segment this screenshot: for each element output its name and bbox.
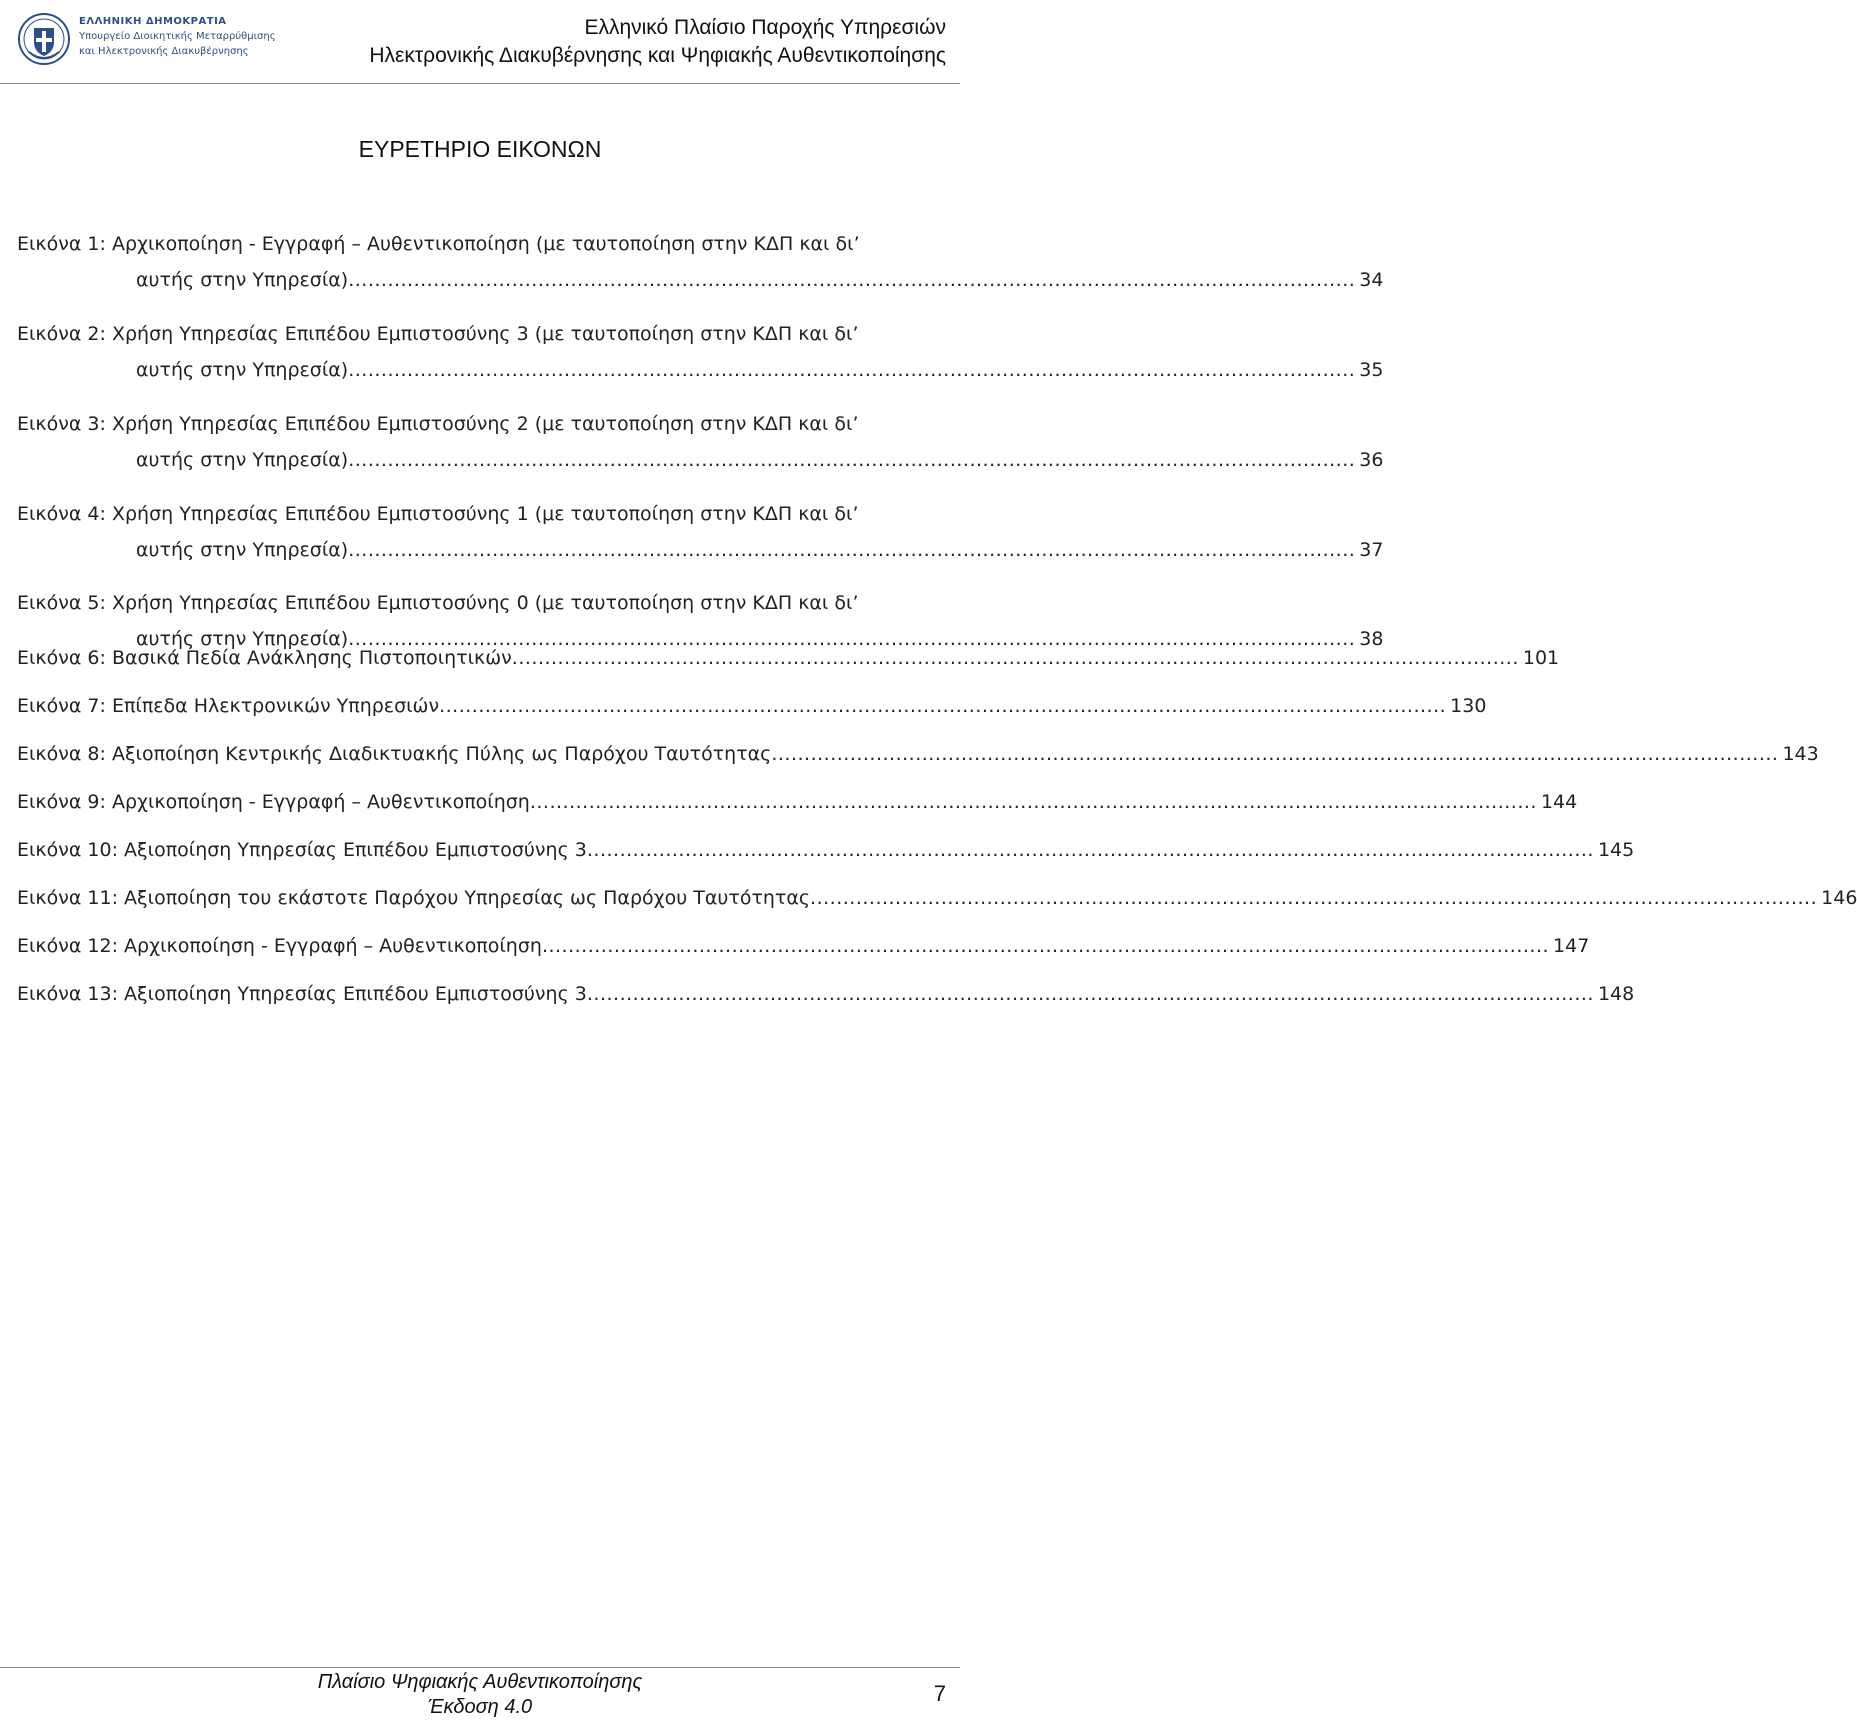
leader-dots: .......................................................................................................................................................... [348, 359, 1356, 381]
logo-line-republic: ΕΛΛΗΝΙΚΗ ΔΗΜΟΚΡΑΤΙΑ [79, 16, 227, 27]
leader-dots: .......................................................................................................................................................... [586, 983, 1594, 1005]
page-footer [0, 1670, 960, 1720]
page-title: ΕΥΡΕΤΗΡΙΟ ΕΙΚΟΝΩΝ [358, 136, 602, 162]
footer-document-title: Πλαίσιο Ψηφιακής Αυθεντικοποίησης [317, 1671, 643, 1693]
toc-entry-page: 37 [1359, 539, 1384, 561]
toc-entry-page: 35 [1359, 359, 1384, 381]
logo-line-ministry-2: και Ηλεκτρονικής Διακυβέρνησης [79, 46, 249, 57]
toc-entry-text: Εικόνα 10: Αξιοποίηση Υπηρεσίας Επιπέδου Εμπιστοσύνης 3 [17, 839, 587, 861]
toc-entry-text: Εικόνα 8: Αξιοποίηση Κεντρικής Διαδικτυακής Πύλης ως Παρόχου Ταυτότητας [17, 743, 772, 765]
toc-entry-page: 101 [1522, 647, 1560, 669]
toc-entry-text: Εικόνα 3: Χρήση Υπηρεσίας Επιπέδου Εμπιστοσύνης 2 (με ταυτοποίηση στην ΚΔΠ και δι’ [17, 413, 859, 435]
leader-dots: .......................................................................................................................................................... [348, 269, 1356, 291]
toc-entry-page: 148 [1597, 983, 1635, 1005]
toc-entry-13[interactable] [17, 976, 1635, 1012]
leader-dots: .......................................................................................................................................................... [348, 449, 1356, 471]
toc-entry-7[interactable] [17, 688, 1487, 724]
toc-entry-1[interactable] [17, 226, 1384, 298]
toc-entry-text: Εικόνα 5: Χρήση Υπηρεσίας Επιπέδου Εμπιστοσύνης 0 (με ταυτοποίηση στην ΚΔΠ και δι’ [17, 592, 859, 614]
header-title [369, 14, 946, 70]
toc-entry-page: 130 [1450, 695, 1487, 717]
toc-entry-9[interactable] [17, 784, 1578, 820]
toc-entry-text-cont: αυτής στην Υπηρεσία) [136, 269, 349, 291]
leader-dots: .......................................................................................................................................................... [511, 647, 1519, 669]
toc-entry-text: Εικόνα 9: Αρχικοποίηση - Εγγραφή – Αυθεντικοποίηση [17, 791, 530, 813]
leader-dots: .......................................................................................................................................................... [810, 887, 1818, 909]
logo-text [79, 14, 319, 59]
page-number: 7 [933, 1681, 946, 1706]
toc-entry-text: Εικόνα 7: Επίπεδα Ηλεκτρονικών Υπηρεσιών [17, 695, 440, 717]
toc-entry-text-cont: αυτής στην Υπηρεσία) [136, 539, 349, 561]
greek-coat-of-arms-icon [17, 12, 71, 66]
toc-entry-text: Εικόνα 11: Αξιοποίηση του εκάστοτε Παρόχου Υπηρεσίας ως Παρόχου Ταυτότητας [17, 887, 811, 909]
toc-entry-page: 147 [1553, 935, 1590, 957]
toc-entry-6[interactable] [17, 640, 1560, 676]
leader-dots: .......................................................................................................................................................... [439, 695, 1447, 717]
leader-dots: .......................................................................................................................................................... [348, 628, 1356, 650]
toc-entry-text: Εικόνα 13: Αξιοποίηση Υπηρεσίας Επιπέδου Εμπιστοσύνης 3 [17, 983, 587, 1005]
leader-dots: .......................................................................................................................................................... [541, 935, 1550, 957]
ministry-logo [17, 12, 317, 68]
toc-entry-text: Εικόνα 6: Βασικά Πεδία Ανάκλησης Πιστοποιητικών [17, 647, 512, 669]
toc-entry-4[interactable] [17, 496, 1384, 568]
page-header [0, 0, 960, 85]
toc-entry-page: 144 [1540, 791, 1578, 813]
toc-entry-12[interactable] [17, 928, 1590, 964]
header-title-line1: Ελληνικό Πλαίσιο Παροχής Υπηρεσιών [584, 16, 946, 39]
toc-entry-11[interactable] [17, 880, 1857, 916]
toc-entry-text-cont: αυτής στην Υπηρεσία) [136, 628, 349, 650]
footer-divider [0, 1667, 960, 1668]
toc-entry-10[interactable] [17, 832, 1635, 868]
toc-entry-8[interactable] [17, 736, 1819, 772]
leader-dots: .......................................................................................................................................................... [529, 791, 1537, 813]
logo-line-ministry: Υπουργείο Διοικητικής Μεταρρύθμισης [79, 31, 276, 42]
toc-entry-page: 38 [1359, 628, 1384, 650]
leader-dots: .......................................................................................................................................................... [586, 839, 1594, 861]
toc-entry-text: Εικόνα 2: Χρήση Υπηρεσίας Επιπέδου Εμπιστοσύνης 3 (με ταυτοποίηση στην ΚΔΠ και δι’ [17, 323, 859, 345]
toc-entry-page: 143 [1782, 743, 1819, 765]
toc-entry-3[interactable] [17, 406, 1384, 478]
toc-entry-text-cont: αυτής στην Υπηρεσία) [136, 359, 349, 381]
toc-entry-text: Εικόνα 12: Αρχικοποίηση - Εγγραφή – Αυθεντικοποίηση [17, 935, 542, 957]
leader-dots: .......................................................................................................................................................... [771, 743, 1779, 765]
toc-entry-page: 34 [1359, 269, 1384, 291]
toc-entry-2[interactable] [17, 316, 1384, 388]
toc-entry-text-cont: αυτής στην Υπηρεσία) [136, 449, 349, 471]
leader-dots: .......................................................................................................................................................... [348, 539, 1356, 561]
footer-version: Έκδοση 4.0 [427, 1696, 533, 1718]
toc-entry-page: 146 [1821, 887, 1857, 909]
header-divider [0, 83, 960, 84]
toc-entry-text: Εικόνα 1: Αρχικοποίηση - Εγγραφή – Αυθεντικοποίηση (με ταυτοποίηση στην ΚΔΠ και δι’ [17, 233, 860, 255]
toc-entry-page: 36 [1359, 449, 1384, 471]
toc-entry-text: Εικόνα 4: Χρήση Υπηρεσίας Επιπέδου Εμπιστοσύνης 1 (με ταυτοποίηση στην ΚΔΠ και δι’ [17, 503, 859, 525]
toc-entry-page: 145 [1597, 839, 1635, 861]
header-title-line2: Ηλεκτρονικής Διακυβέρνησης και Ψηφιακής Αυθεντικοποίησης [369, 44, 946, 67]
